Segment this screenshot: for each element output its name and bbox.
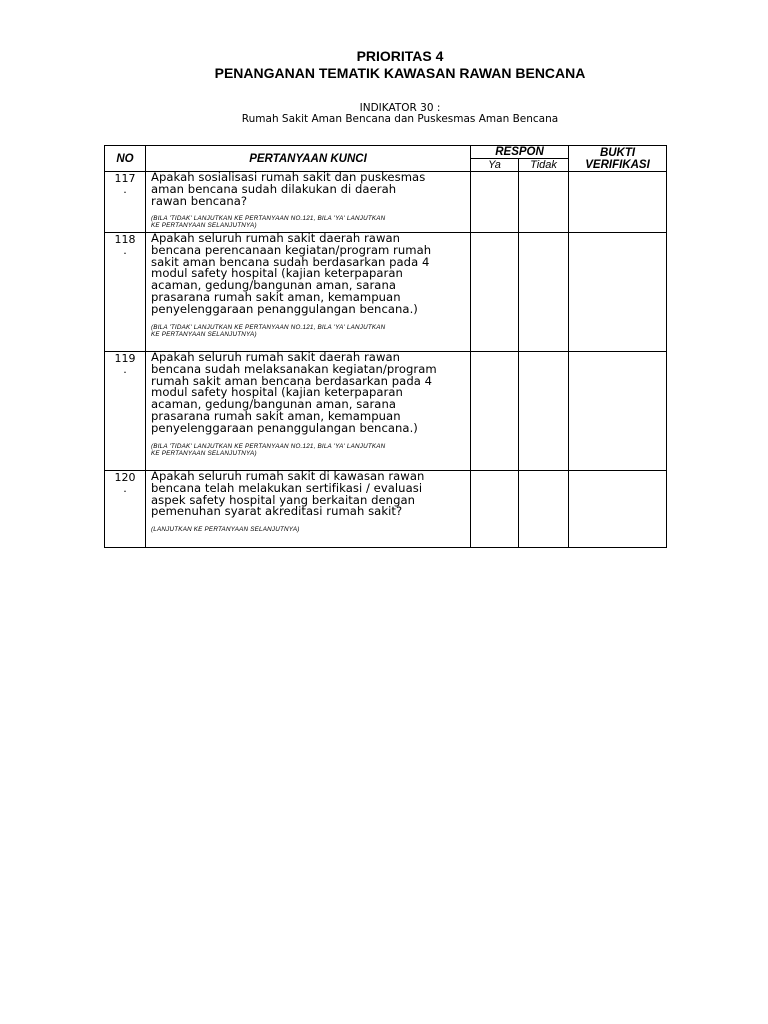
question-note: (BILA 'TIDAK' LANJUTKAN KE PERTANYAAN NO.121, BILA 'YA' LANJUTKAN KE PERTANYAAN SELANJUTNYA): [151, 215, 386, 230]
table-row: [105, 352, 667, 471]
answer-yes-cell[interactable]: [471, 233, 519, 352]
row-number: 118 .: [105, 233, 146, 352]
answer-yes-cell[interactable]: [471, 172, 519, 233]
question-text: Apakah seluruh rumah sakit daerah rawan bencana sudah melaksanakan kegiatan/program rumah sakit aman bencana berdasarkan pada 4 modul safety hospital (kajian keterpaparan acaman, gedung/bangunan aman, sarana prasarana rumah sakit aman, kemampuan penyelenggaraan penanggulangan bencana.): [151, 350, 437, 435]
evidence-cell[interactable]: [569, 172, 667, 233]
answer-no-cell[interactable]: [519, 352, 569, 471]
question-text: Apakah seluruh rumah sakit daerah rawan bencana perencanaan kegiatan/program rumah sakit aman bencana sudah berdasarkan pada 4 modul safety hospital (kajian keterpaparan acaman, gedung/bangunan aman, sarana prasarana rumah sakit aman, kemampuan penyelenggaraan penanggulangan bencana.): [151, 231, 432, 316]
question-note: (BILA 'TIDAK' LANJUTKAN KE PERTANYAAN NO.121, BILA 'YA' LANJUTKAN KE PERTANYAAN SELANJUTNYA): [151, 323, 386, 338]
header-no-answer: Tidak: [519, 159, 569, 172]
row-number: 119 .: [105, 352, 146, 471]
answer-yes-cell[interactable]: [471, 352, 519, 471]
header-question: PERTANYAAN KUNCI: [146, 146, 471, 172]
evidence-cell[interactable]: [569, 352, 667, 471]
question-cell: [146, 471, 471, 548]
question-cell: [146, 172, 471, 233]
question-note: (LANJUTKAN KE PERTANYAAN SELANJUTNYA): [151, 526, 300, 534]
header-evidence: BUKTI VERIFIKASI: [569, 146, 667, 172]
answer-yes-cell[interactable]: [471, 471, 519, 548]
question-cell: [146, 352, 471, 471]
table-row: [105, 233, 667, 352]
answer-no-cell[interactable]: [519, 172, 569, 233]
answer-no-cell[interactable]: [519, 471, 569, 548]
indicator-label: INDIKATOR 30 :: [359, 102, 441, 114]
question-table: [104, 145, 667, 548]
priority-title: PRIORITAS 4: [356, 48, 444, 64]
table-row: [105, 471, 667, 548]
table-row: [105, 172, 667, 233]
question-cell: [146, 233, 471, 352]
evidence-cell[interactable]: [569, 471, 667, 548]
priority-subtitle: PENANGANAN TEMATIK KAWASAN RAWAN BENCANA: [214, 65, 586, 81]
header-no: NO: [105, 146, 146, 172]
row-number: 120 .: [105, 471, 146, 548]
header-yes: Ya: [471, 159, 519, 172]
answer-no-cell[interactable]: [519, 233, 569, 352]
question-text: Apakah sosialisasi rumah sakit dan puskesmas aman bencana sudah dilakukan di daerah rawan bencana?: [151, 170, 426, 208]
indicator-title: Rumah Sakit Aman Bencana dan Puskesmas Aman Bencana: [241, 113, 559, 125]
question-text: Apakah seluruh rumah sakit di kawasan rawan bencana telah melakukan sertifikasi / evaluasi aspek safety hospital yang berkaitan dengan pemenuhan syarat akreditasi rumah sakit?: [151, 469, 425, 519]
evidence-cell[interactable]: [569, 233, 667, 352]
header-response: RESPON: [471, 146, 569, 159]
question-note: (BILA 'TIDAK' LANJUTKAN KE PERTANYAAN NO.121, BILA 'YA' LANJUTKAN KE PERTANYAAN SELANJUTNYA): [151, 442, 386, 457]
row-number: 117 .: [105, 172, 146, 233]
